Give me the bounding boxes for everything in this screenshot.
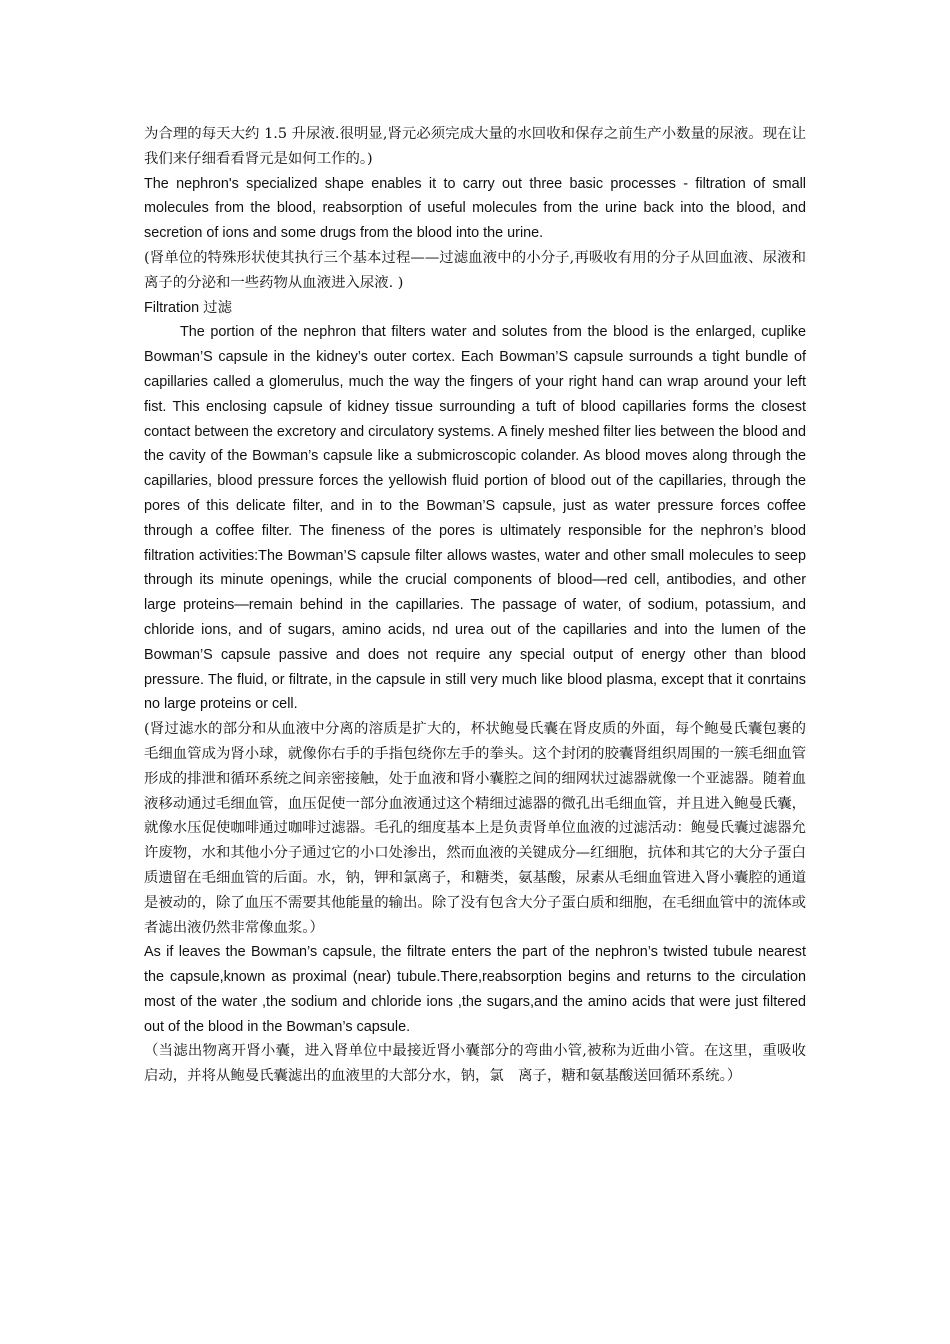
chinese-paragraph-nephron-processes: (肾单位的特殊形状使其执行三个基本过程——过滤血液中的小分子,再吸收有用的分子从回血液、尿液和离子的分泌和一些药物从血液进入尿液. )	[144, 249, 806, 291]
chinese-paragraph-proximal-tubule: （当滤出物离开肾小囊，进入肾单位中最接近肾小囊部分的弯曲小管,被称为近曲小管。在这里，重吸收启动，并将从鲍曼氏囊滤出的血液里的大部分水，钠，氯 离子，糖和氨基酸送回循环系统。）	[144, 1043, 806, 1085]
chinese-paragraph-intro: 为合理的每天大约 1.5 升尿液.很明显,肾元必须完成大量的水回收和保存之前生产小数量的尿液。现在让我们来仔细看看肾元是如何工作的。)	[144, 126, 806, 167]
section-heading-filtration: Filtration 过滤	[144, 299, 232, 316]
chinese-paragraph-filtration: (肾过滤水的部分和从血液中分离的溶质是扩大的，杯状鲍曼氏囊在肾皮质的外面，每个鲍曼氏囊包裹的毛细血管成为肾小球，就像你右手的手指包绕你左手的拳头。这个封闭的胶囊肾组织周围的一簇毛细血管形成的排泄和循环系统之间亲密接触，处于血液和肾小囊腔之间的细网状过滤器就像一个亚滤器。随着血液移动通过毛细血管，血压促使一部分血液通过这个精细过滤器的微孔出毛细血管，并且进入鲍曼氏囊，就像水压促使咖啡通过咖啡过滤器。毛孔的细度基本上是负责肾单位血液的过滤活动：鲍曼氏囊过滤器允许废物，水和其他小分子通过它的小口处渗出，然而血液的关键成分—红细胞，抗体和其它的大分子蛋白质遗留在毛细血管的后面。水，钠，钾和氯离子，和糖类，氨基酸，尿素从毛细血管进入肾小囊腔的通道是被动的，除了血压不需要其他能量的输出。除了没有包含大分子蛋白质和细胞，在毛细血管中的流体或者滤出液仍然非常像血浆。）	[144, 721, 806, 936]
english-paragraph-filtration: The portion of the nephron that filters water and solutes from the blood is the enlarged, cuplike Bowman’S capsule in the kidney’s outer cortex. Each Bowman’S capsule surrounds a tight bundle of capillaries called a glomerulus, much the way the fingers of your right hand can wrap around your left fist. This enclosing capsule of kidney tissue surrounding a tuft of blood capillaries forms the closest contact between the excretory and circulatory systems. A finely meshed filter lies between the blood and the cavity of the Bowman’s capsule like a submicroscopic colander. As blood moves along through the capillaries, blood pressure forces the yellowish fluid portion of blood out of the capillaries, through the pores of this delicate filter, and in to the Bowman’S capsule, just as water pressure forces coffee through a coffee filter. The fineness of the pores is ultimately responsible for the nephron’s blood filtration activities:The Bowman’S capsule filter allows wastes, water and other small molecules to seep through its minute openings, while the crucial components of blood—red cell, antibodies, and other large proteins—remain behind in the capillaries. The passage of water, of sodium, potassium, and chloride ions, and of sugars, amino acids, nd urea out of the capillaries and into the lumen of the Bowman’S capsule passive and does not require any special output of energy other than blood pressure. The fluid, or filtrate, in the capsule in still very much like blood plasma, except that it conrtains no large proteins or cell.	[144, 324, 806, 713]
english-paragraph-nephron-processes: The nephron's specialized shape enables it to carry out three basic processes - filtration of small molecules from the blood, reabsorption of useful molecules from the urine back into the blood, and secretion of ions and some drugs from the blood into the urine.	[144, 175, 806, 242]
english-paragraph-proximal-tubule: As if leaves the Bowman’s capsule, the filtrate enters the part of the nephron’s twisted tubule nearest the capsule,known as proximal (near) tubule.There,reabsorption begins and returns to the circulation most of the water ,the sodium and chloride ions ,the sugars,and the amino acids that were just filtered out of the blood in the Bowman’s capsule.	[144, 944, 806, 1035]
document-page	[144, 122, 806, 1089]
